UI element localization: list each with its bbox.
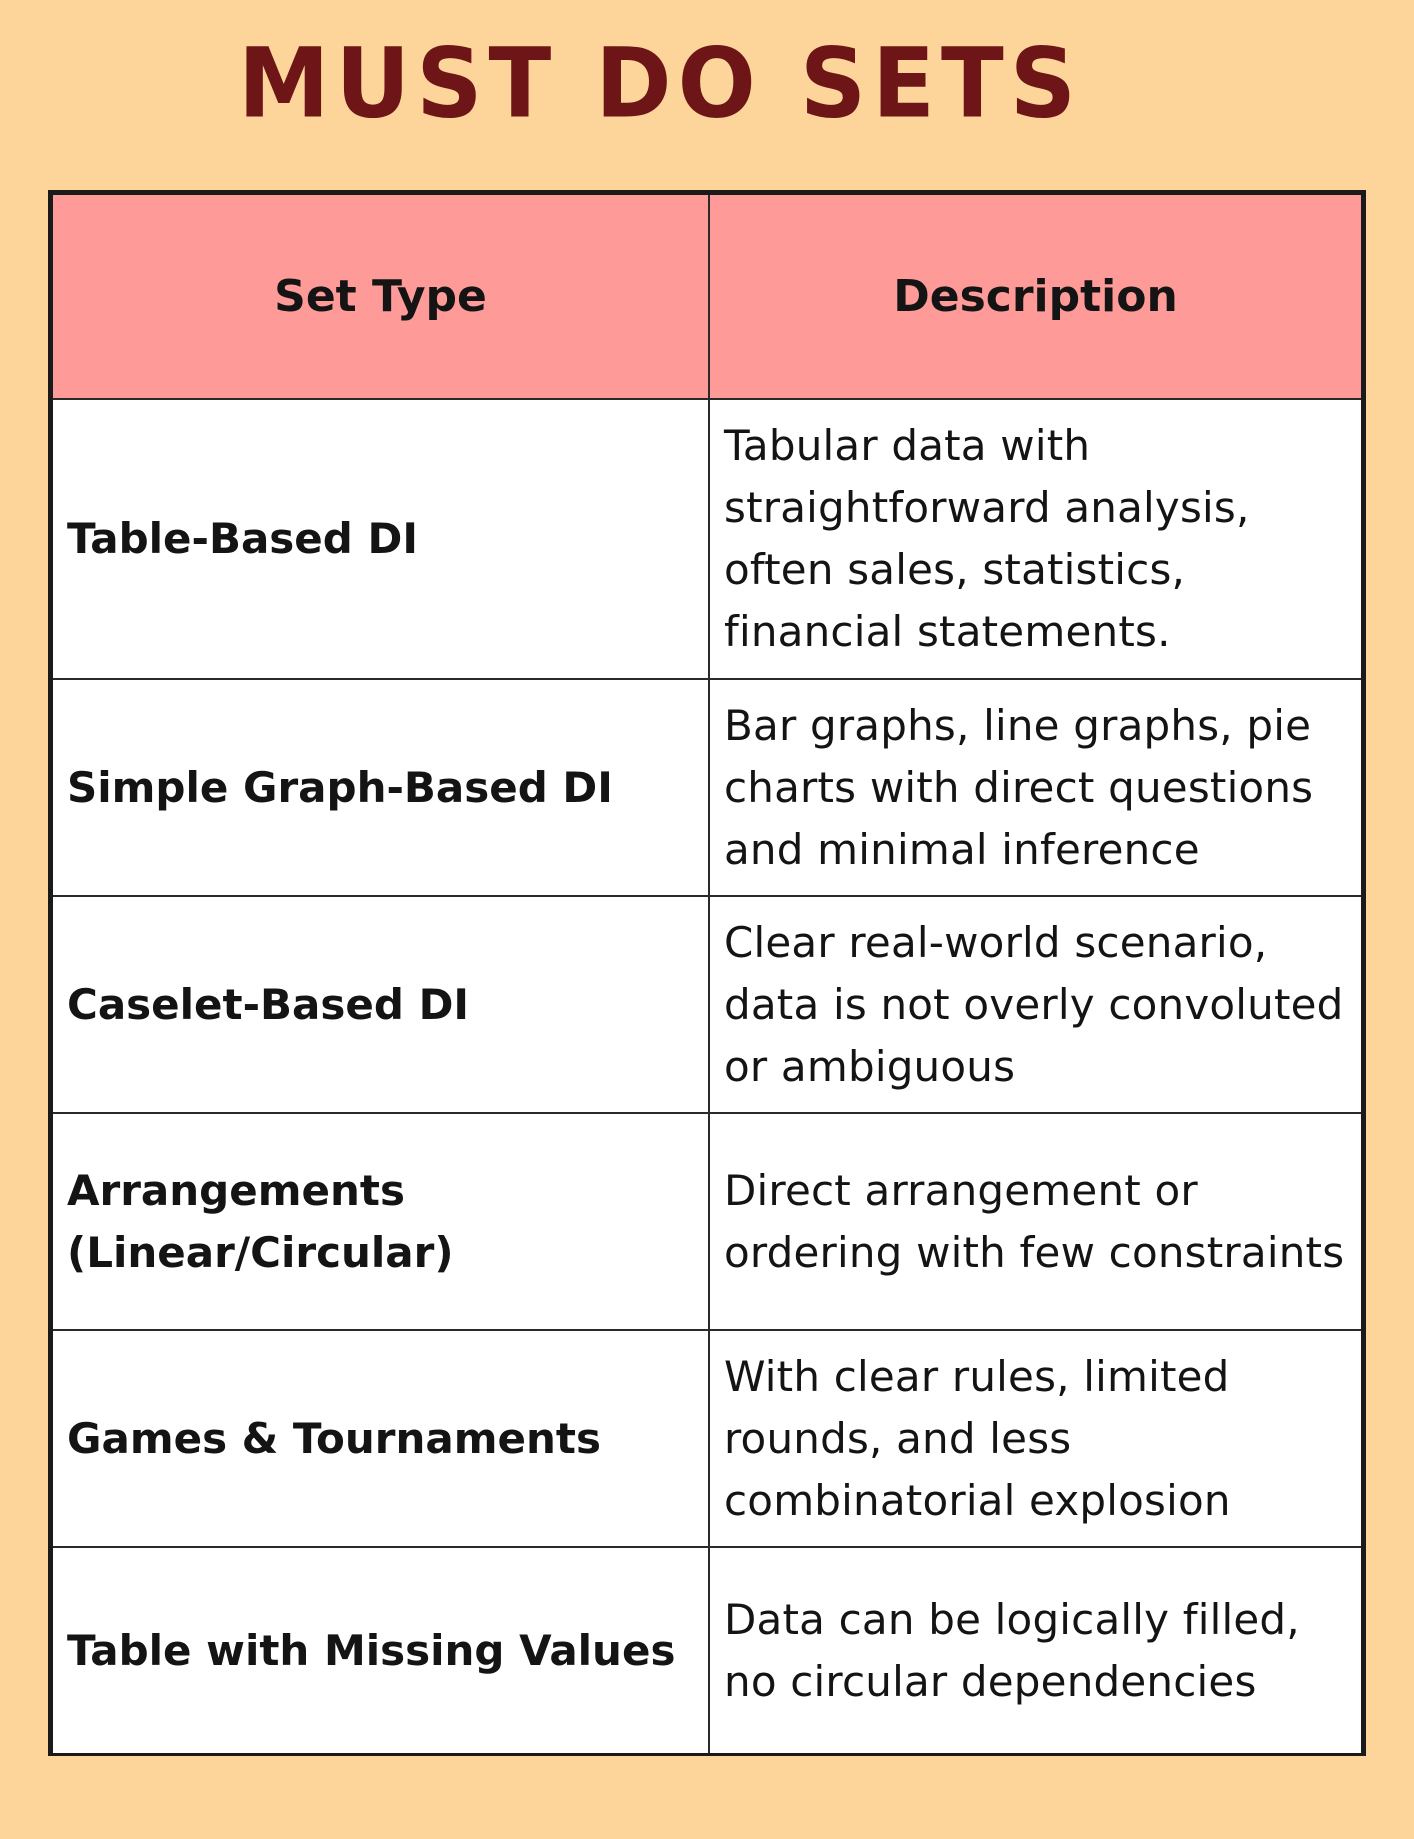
table-row <box>53 896 1361 1113</box>
set-type-cell: Table-Based DI <box>53 399 709 679</box>
table-header-row <box>53 195 1361 399</box>
table-row <box>53 1330 1361 1547</box>
set-type-cell: Simple Graph-Based DI <box>53 679 709 896</box>
table-row <box>53 1547 1361 1753</box>
set-type-cell: Arrangements (Linear/Circular) <box>53 1113 709 1330</box>
table-row <box>53 679 1361 896</box>
set-type-cell: Games & Tournaments <box>53 1330 709 1547</box>
table-row <box>53 1113 1361 1330</box>
description-cell: Bar graphs, line graphs, pie charts with direct questions and minimal inference <box>709 679 1361 896</box>
set-type-cell: Table with Missing Values <box>53 1547 709 1753</box>
header-description: Description <box>709 195 1361 399</box>
header-set-type: Set Type <box>53 195 709 399</box>
sets-table <box>48 190 1366 1756</box>
description-cell: Clear real-world scenario, data is not overly convoluted or ambiguous <box>709 896 1361 1113</box>
table-row <box>53 399 1361 679</box>
set-type-cell: Caselet-Based DI <box>53 896 709 1113</box>
description-cell: With clear rules, limited rounds, and less combinatorial explosion <box>709 1330 1361 1547</box>
description-cell: Tabular data with straightforward analysis, often sales, statistics, financial statements. <box>709 399 1361 679</box>
description-cell: Direct arrangement or ordering with few constraints <box>709 1113 1361 1330</box>
description-cell: Data can be logically filled, no circular dependencies <box>709 1547 1361 1753</box>
page-title: MUST DO SETS <box>237 27 1083 140</box>
